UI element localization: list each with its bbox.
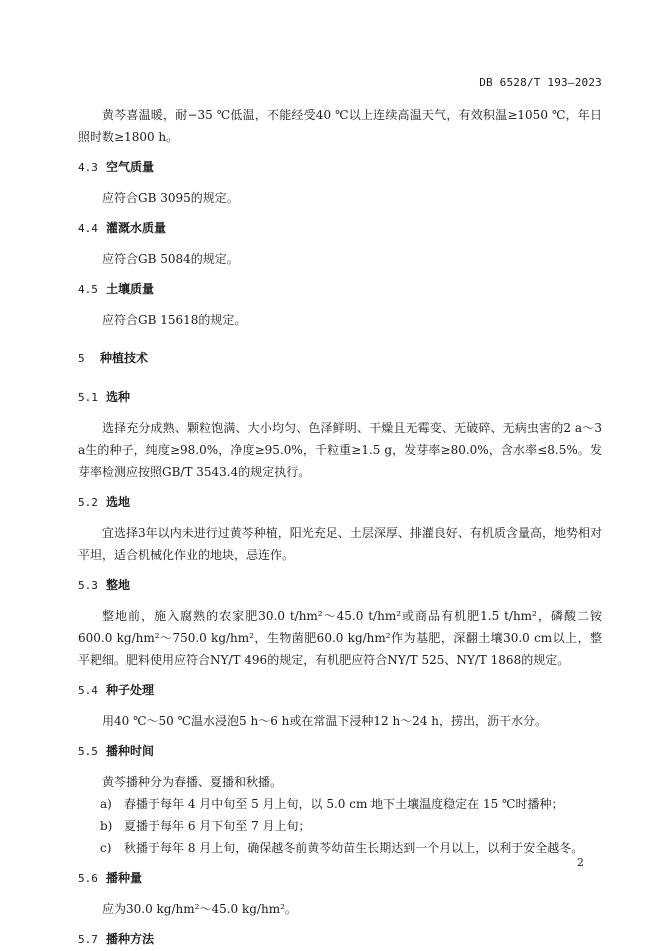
section-number: 4.5 bbox=[78, 283, 98, 296]
section-4-5-heading bbox=[78, 278, 602, 301]
section-5-5-heading bbox=[78, 740, 602, 763]
section-5-1-text: 选择充分成熟、颗粒饱满、大小均匀、色泽鲜明、干燥且无霉变、无破碎、无病虫害的2 a～3 a生的种子，纯度≥98.0%，净度≥95.0%，千粒重≥1.5 g，发芽率≥80.0%，含水率≤8.5%。发芽率检测应按照GB/T 3543.4的规定执行。 bbox=[78, 421, 602, 479]
section-4-4-heading bbox=[78, 217, 602, 240]
section-number: 5.5 bbox=[78, 745, 98, 758]
section-5-6-heading bbox=[78, 867, 602, 890]
section-title: 播种时间 bbox=[106, 744, 155, 758]
section-4-3-text: 应符合GB 3095的规定。 bbox=[102, 191, 239, 205]
section-number: 4.3 bbox=[78, 161, 98, 174]
section-number: 5.2 bbox=[78, 496, 98, 509]
list-marker: b) bbox=[100, 819, 113, 833]
section-number: 5.1 bbox=[78, 391, 98, 404]
section-title: 种植技术 bbox=[100, 351, 149, 365]
section-4-3-heading bbox=[78, 156, 602, 179]
section-4-4-text: 应符合GB 5084的规定。 bbox=[102, 252, 239, 266]
section-number: 5.6 bbox=[78, 872, 98, 885]
section-5-7-heading bbox=[78, 928, 602, 951]
standard-code: DB 6528/T 193—2023 bbox=[479, 76, 602, 89]
section-4-5-text: 应符合GB 15618的规定。 bbox=[102, 313, 247, 327]
section-title: 选地 bbox=[106, 495, 131, 509]
list-marker: c) bbox=[100, 841, 112, 855]
section-title: 灌溉水质量 bbox=[106, 221, 167, 235]
section-number: 5.7 bbox=[78, 933, 98, 946]
section-title: 整地 bbox=[106, 578, 131, 592]
section-5-3-heading bbox=[78, 574, 602, 597]
list-marker: a) bbox=[100, 797, 112, 811]
section-5-6-text: 应为30.0 kg/hm²～45.0 kg/hm²。 bbox=[102, 902, 297, 916]
section-5-2-heading bbox=[78, 491, 602, 514]
section-number: 4.4 bbox=[78, 222, 98, 235]
section-title: 播种量 bbox=[106, 871, 143, 885]
section-number: 5.4 bbox=[78, 684, 98, 697]
climate-paragraph: 黄芩喜温暖，耐−35 ℃低温，不能经受40 ℃以上连续高温天气，有效积温≥1050 ℃，年日照时数≥1800 h。 bbox=[78, 108, 602, 144]
section-5-5-text: 黄芩播种分为春播、夏播和秋播。 bbox=[102, 775, 283, 789]
section-title: 种子处理 bbox=[106, 683, 155, 697]
section-5-3-text: 整地前，施入腐熟的农家肥30.0 t/hm²～45.0 t/hm²或商品有机肥1.5 t/hm²，磷酸二铵600.0 kg/hm²～750.0 kg/hm²，生物菌肥60.0 kg/hm²作为基肥，深翻土壤30.0 cm以上，整平耙细。肥料使用应符合NY/T 496的规定，有机肥应符合NY/T 525、NY/T 1868的规定。 bbox=[78, 609, 602, 667]
document-body bbox=[78, 104, 602, 951]
section-5-4-text: 用40 ℃～50 ℃温水浸泡5 h～6 h或在常温下浸种12 h～24 h，捞出，沥干水分。 bbox=[102, 714, 547, 728]
list-item bbox=[78, 793, 602, 815]
section-5-heading bbox=[78, 347, 602, 370]
list-item-text: 春播于每年 4 月中旬至 5 月上旬，以 5.0 cm 地下土壤温度稳定在 15 ℃时播种； bbox=[124, 797, 564, 811]
list-item-text: 秋播于每年 8 月上旬，确保越冬前黄芩幼苗生长期达到一个月以上，以利于安全越冬。 bbox=[124, 841, 584, 855]
list-item bbox=[78, 837, 602, 859]
list-item-text: 夏播于每年 6 月下旬至 7 月上旬； bbox=[124, 819, 311, 833]
section-title: 土壤质量 bbox=[106, 282, 155, 296]
section-title: 空气质量 bbox=[106, 160, 155, 174]
page-number: 2 bbox=[577, 856, 584, 869]
list-item bbox=[78, 815, 602, 837]
section-5-4-heading bbox=[78, 679, 602, 702]
section-number: 5 bbox=[78, 352, 85, 365]
section-number: 5.3 bbox=[78, 579, 98, 592]
section-title: 播种方法 bbox=[106, 932, 155, 946]
section-title: 选种 bbox=[106, 390, 131, 404]
section-5-2-text: 宜选择3年以内未进行过黄芩种植，阳光充足、土层深厚、排灌良好、有机质含量高，地势相对平坦，适合机械化作业的地块，忌连作。 bbox=[78, 526, 602, 562]
section-5-1-heading bbox=[78, 386, 602, 409]
